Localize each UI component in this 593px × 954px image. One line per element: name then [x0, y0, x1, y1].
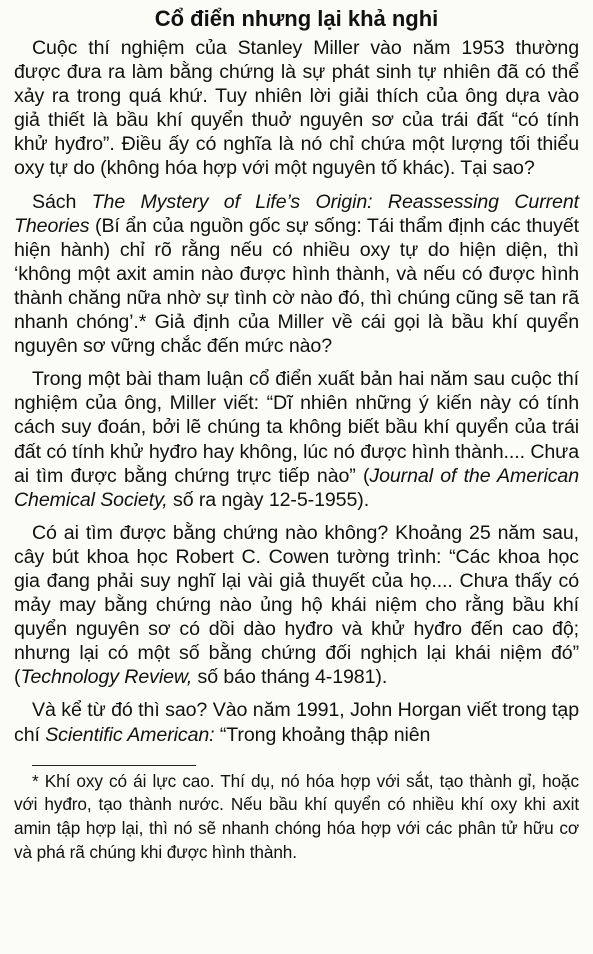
paragraph-5 — [14, 698, 579, 746]
magazine-title-italic: Scientific American: — [45, 723, 215, 746]
paragraph-text: “Trong khoảng thập niên — [214, 723, 431, 746]
book-title-italic: The Mystery of Life’s Origin: Reassessing Current Theories — [14, 190, 579, 237]
paragraph-1 — [14, 36, 579, 181]
footnote: * Khí oxy có ái lực cao. Thí dụ, nó hóa hợp với sắt, tạo thành gỉ, hoặc với hyđro, tạo thành nước. Nếu bầu khí quyển có nhiều khí oxy khi axit amin tập hợp lại, thì nó sẽ nhanh chóng hóa hợp với các phân tử hữu cơ và phá rã chúng khi được hình thành. — [14, 770, 579, 862]
paragraph-text: số ra ngày 12-5-1955). — [167, 488, 370, 511]
paragraph-text: số báo tháng 4-1981). — [192, 666, 388, 689]
paragraph-text: Và kể từ đó thì sao? Vào năm 1991, John Horgan viết trong tạp chí — [14, 699, 579, 746]
paragraph-text: (Bí ẩn của nguồn gốc sự sống: Tái thẩm định các thuyết hiện hành) chỉ rõ rằng nếu có nhiều oxy tự do hiện diện, thì ‘không một axit amin nào được hình thành, và nếu có được hình thành chăng nữa nhờ sự tình cờ nào đó, thì chúng cũng sẽ tan rã nhanh chóng’.* Giả định của Miller về cái gọi là bầu khí quyển nguyên sơ vững chắc đến mức nào? — [14, 214, 579, 358]
journal-title-italic: Journal of the American Chemical Society, — [14, 464, 579, 511]
magazine-title-italic: Technology Review, — [20, 666, 193, 689]
paragraph-4 — [14, 521, 579, 690]
article-title: Cổ điển nhưng lại khả nghi — [154, 6, 439, 31]
paragraph-3 — [14, 367, 579, 512]
paragraph-text: Cuộc thí nghiệm của Stanley Miller vào năm 1953 thường được đưa ra làm bằng chứng là sự phát sinh tự nhiên đã có thể xảy ra trong quá khứ. Tuy nhiên lời giải thích của ông dựa vào giả thiết là bầu khí quyển thuở nguyên sơ của trái đất “có tính khử hyđro”. Điều ấy có nghĩa là nó chỉ chứa một lượng tối thiểu oxy tự do (không hóa hợp với một nguyên tố khác). Tại sao? — [14, 37, 579, 180]
paragraph-text: Trong một bài tham luận cổ điển xuất bản hai năm sau cuộc thí nghiệm của ông, Miller viết: “Dĩ nhiên những ý kiến này có tính cách suy đoán, bởi lẽ chúng ta không biết bầu khí quyển của trái đất có tính khử hyđro hay không, lúc nó được hình thành.... Chưa ai tìm được bằng chứng trực tiếp nào” ( — [14, 368, 579, 487]
paragraph-text: Có ai tìm được bằng chứng nào không? Khoảng 25 năm sau, cây bút khoa học Robert C. Cowen tường trình: “Các khoa học gia đang phải suy nghĩ lại vài giả thuyết của họ.... Chưa thấy có mảy may bằng chứng nào ủng hộ khái niệm cho rằng bầu khí quyển nguyên sơ có dồi dào hyđro và khử hyđro đến cao độ; nhưng lại có một số bằng chứng đối nghịch lại khái niệm đó” ( — [14, 521, 579, 689]
paragraph-text: Sách — [32, 190, 92, 213]
footnote-divider — [32, 765, 196, 766]
paragraph-2 — [14, 190, 579, 359]
